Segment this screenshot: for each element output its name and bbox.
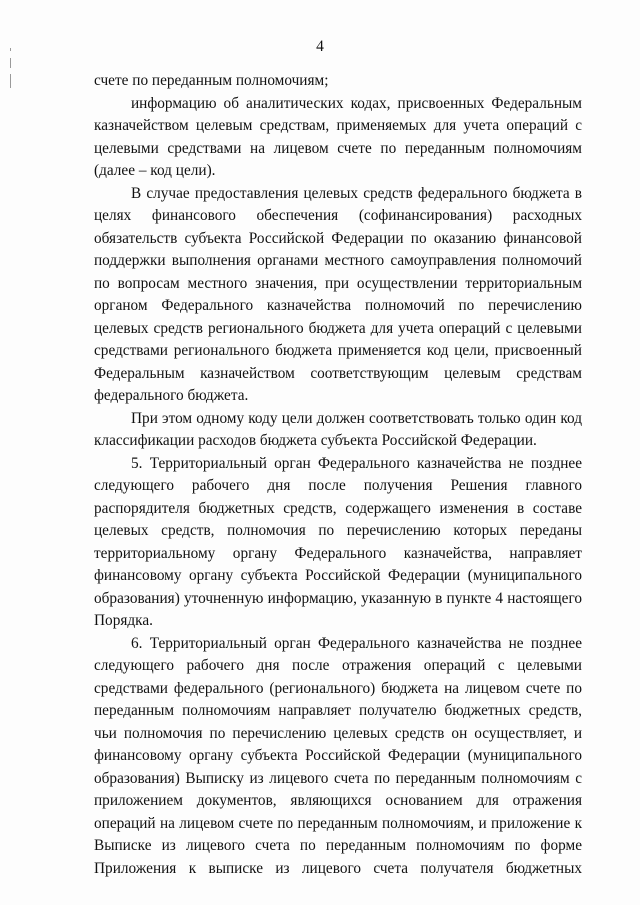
- text-line: обязательств субъекта Российской Федерации по оказанию финансовой: [94, 229, 582, 247]
- text-line: казначейством целевым средствам, применяемых для учета операций с: [94, 117, 582, 134]
- text-line: 5. Территориальный орган Федерального казначейства не позднее: [131, 454, 582, 472]
- text-line: образования) Выписку из лицевого счета по переданным полномочиям с: [94, 769, 582, 787]
- text-line: по вопросам местного значения, при осуществлении территориальным: [94, 274, 582, 292]
- scan-margin-mark: [10, 74, 11, 88]
- text-line: органом Федерального казначейства полномочий по перечислению: [94, 297, 582, 314]
- text-line: распорядителя бюджетных средств, содержащего изменения в составе: [94, 499, 582, 517]
- text-line: целевых средств регионального бюджета для учета операций с целевыми: [94, 319, 582, 337]
- text-line: информацию об аналитических кодах, присвоенных Федеральным: [131, 94, 582, 112]
- text-line: следующего рабочего дня после отражения операций с целевыми: [94, 657, 582, 674]
- text-line: целевых средств, полномочия по перечислению которых переданы: [94, 522, 582, 539]
- text-line: операций на лицевом счете по переданным полномочиям, и приложение к: [94, 814, 582, 832]
- text-line: поддержки выполнения органами местного самоуправления полномочий: [94, 252, 582, 269]
- text-line: При этом одному коду цели должен соответствовать только один код: [131, 409, 582, 427]
- text-line: целях финансового обеспечения (софинансирования) расходных: [94, 207, 582, 224]
- scan-margin-mark: [10, 58, 11, 68]
- text-line: финансовому органу субъекта Российской Федерации (муниципального: [94, 567, 582, 584]
- text-line: Выписке из лицевого счета по переданным полномочиям по форме: [94, 837, 582, 854]
- text-line: классификации расходов бюджета субъекта Российской Федерации.: [94, 432, 537, 449]
- text-line: 6. Территориальный орган Федерального казначейства не позднее: [131, 634, 582, 652]
- text-line: приложением документов, являющихся основанием для отражения: [94, 792, 582, 809]
- text-line: федерального бюджета.: [94, 387, 249, 404]
- text-line: переданным полномочиям направляет получателю бюджетных средств,: [94, 702, 582, 719]
- text-line: средствами федерального (регионального) бюджета на лицевом счете по: [94, 679, 582, 697]
- text-line: целевыми средствами на лицевом счете по переданным полномочиям: [94, 139, 582, 157]
- text-line: чьи полномочия по перечислению целевых средств он осуществляет, и: [94, 724, 582, 742]
- text-line: образования) уточненную информацию, указанную в пункте 4 настоящего: [94, 589, 582, 607]
- text-line: Федеральным казначейством соответствующим целевым средствам: [94, 364, 582, 382]
- text-line: Порядка.: [94, 612, 153, 629]
- text-line: территориальному органу Федерального казначейства, направляет: [94, 544, 582, 562]
- text-line: В случае предоставления целевых средств федерального бюджета в: [131, 184, 582, 202]
- text-line: (далее – код цели).: [94, 162, 216, 179]
- text-line: следующего рабочего дня после получения Решения главного: [94, 477, 582, 494]
- document-body: [94, 70, 582, 880]
- text-line: средствами регионального бюджета применяется код цели, присвоенный: [94, 342, 582, 359]
- text-line: счете по переданным полномочиям;: [94, 72, 329, 89]
- page-number: 4: [316, 38, 324, 55]
- text-line: финансовому органу субъекта Российской Федерации (муниципального: [94, 747, 582, 764]
- text-line: Приложения к выписке из лицевого счета получателя бюджетных: [94, 859, 582, 877]
